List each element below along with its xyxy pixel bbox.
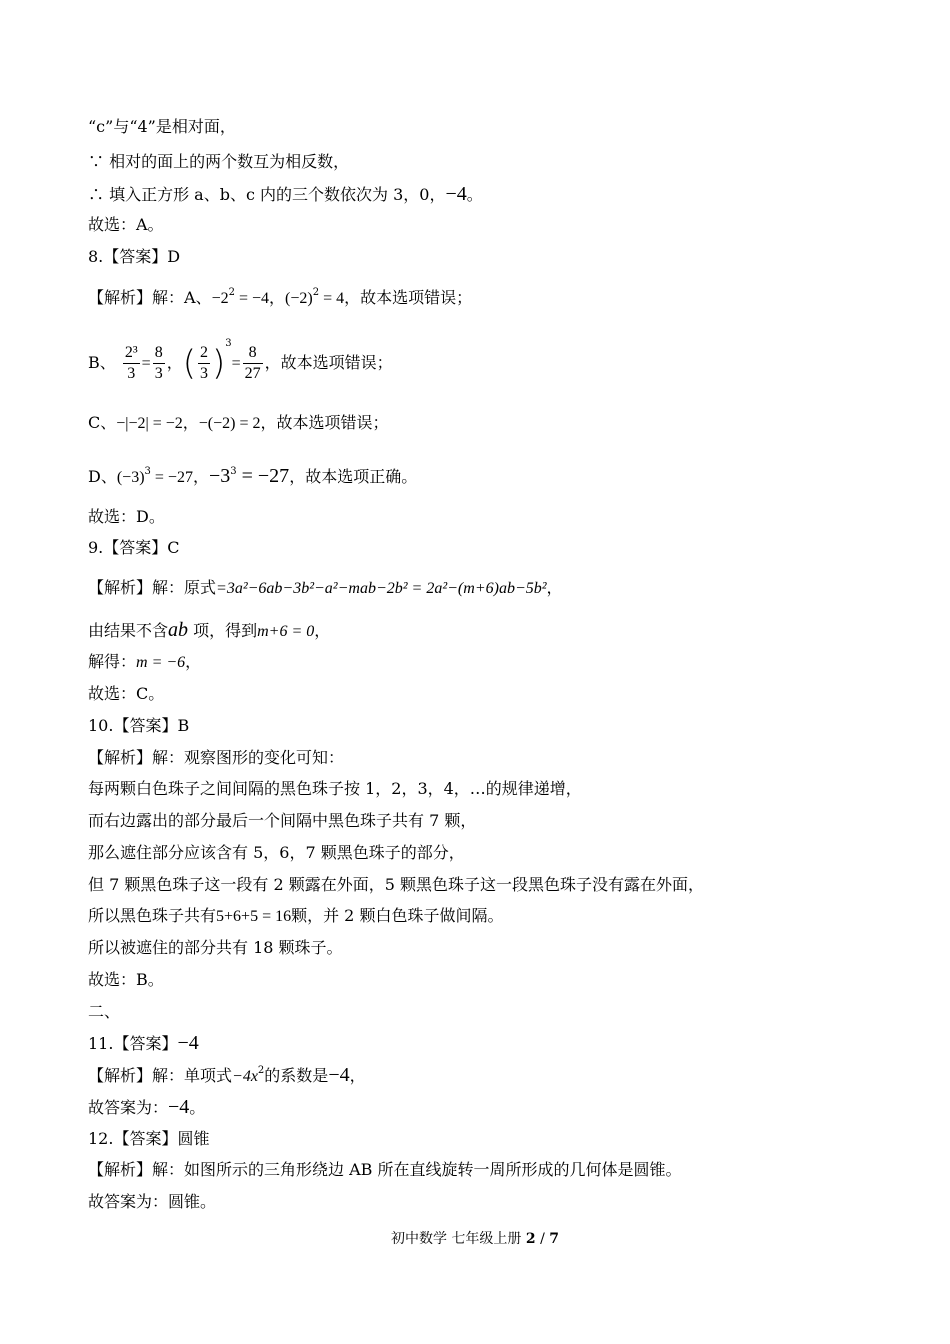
text-line: ∴ 填入正方形 a、b、c 内的三个数依次为 3，0，−4。 xyxy=(88,183,483,205)
text-line: 故选：C。 xyxy=(88,684,165,703)
text-line: 故选：A。 xyxy=(88,215,164,234)
solution-line: B、 $\frac{\text{2³}}{3}$ = $\frac{8}{3}$ ，( $\frac{2}{3}$ )$^3$= $\frac{8}{27}$ ，故本选项错误； xyxy=(88,338,393,384)
text-line: 解得：m = −6， xyxy=(88,652,202,671)
solution-line: 【解析】解：单项式$-4x^2$的系数是−4， xyxy=(88,1064,366,1086)
text-line: “c”与“4”是相对面， xyxy=(88,117,236,136)
page-total: 7 xyxy=(549,1231,560,1247)
text-line: 而右边露出的部分最后一个间隔中黑色珠子共有 7 颗， xyxy=(88,811,477,830)
section-heading: 二、 xyxy=(88,1002,121,1021)
text-line: 故答案为：−4。 xyxy=(88,1096,206,1118)
text-line: 故答案为：圆锥。 xyxy=(88,1192,217,1211)
fraction: $\frac{8}{27}$ xyxy=(244,344,261,382)
solution-line: 【解析】解：原式=3a²−6ab−3b²−a²−mab−2b² = 2a²−(m+6)ab−5b²， xyxy=(88,578,563,597)
fraction: $\frac{2}{3}$ xyxy=(199,344,208,382)
solution-line: 【解析】解：A、$-2^2 = -4$，$(-2)^2 = 4$，故本选项错误； xyxy=(88,287,473,307)
answer-heading: 9.【答案】C xyxy=(88,538,180,557)
answer-heading: 12.【答案】圆锥 xyxy=(88,1129,210,1148)
text-line: 每两颗白色珠子之间间隔的黑色珠子按 1，2，3，4，…的规律递增， xyxy=(88,779,582,798)
text-line: 所以黑色珠子共有5+6+5 = 16颗，并 2 颗白色珠子做间隔。 xyxy=(88,906,504,925)
page-number: 2 xyxy=(525,1231,536,1247)
text-line: 由结果不含ab 项，得到m+6 = 0， xyxy=(88,619,331,641)
text-line: 故选：D。 xyxy=(88,507,165,526)
text-line: 所以被遮住的部分共有 18 颗珠子。 xyxy=(88,938,343,957)
text-line: 故选：B。 xyxy=(88,970,164,989)
fraction: $\frac{8}{3}$ xyxy=(154,344,163,382)
text-line: 但 7 颗黑色珠子这一段有 2 颗露在外面，5 颗黑色珠子这一段黑色珠子没有露在外面， xyxy=(88,875,704,894)
text-line: 【解析】解：观察图形的变化可知： xyxy=(88,748,345,767)
fraction: $\frac{\text{2³}}{3}$ xyxy=(124,344,138,382)
text-line: 【解析】解：如图所示的三角形绕边 AB 所在直线旋转一周所形成的几何体是圆锥。 xyxy=(88,1160,682,1179)
answer-heading: 11.【答案】−4 xyxy=(88,1032,199,1054)
text-line: ∵ 相对的面上的两个数互为相反数， xyxy=(88,152,350,171)
page-footer: 初中数学 七年级上册 2 / 7 xyxy=(390,1231,560,1247)
answer-heading: 8.【答案】D xyxy=(88,247,181,266)
text-line: 那么遮住部分应该含有 5，6，7 颗黑色珠子的部分， xyxy=(88,843,465,862)
answer-heading: 10.【答案】B xyxy=(88,716,190,735)
solution-line: C、−|−2| = −2，−(−2) = 2，故本选项错误； xyxy=(88,413,389,432)
solution-line: D、$(-3)^3 = -27$，$-3^3 = -27$，故本选项正确。 xyxy=(88,465,418,487)
